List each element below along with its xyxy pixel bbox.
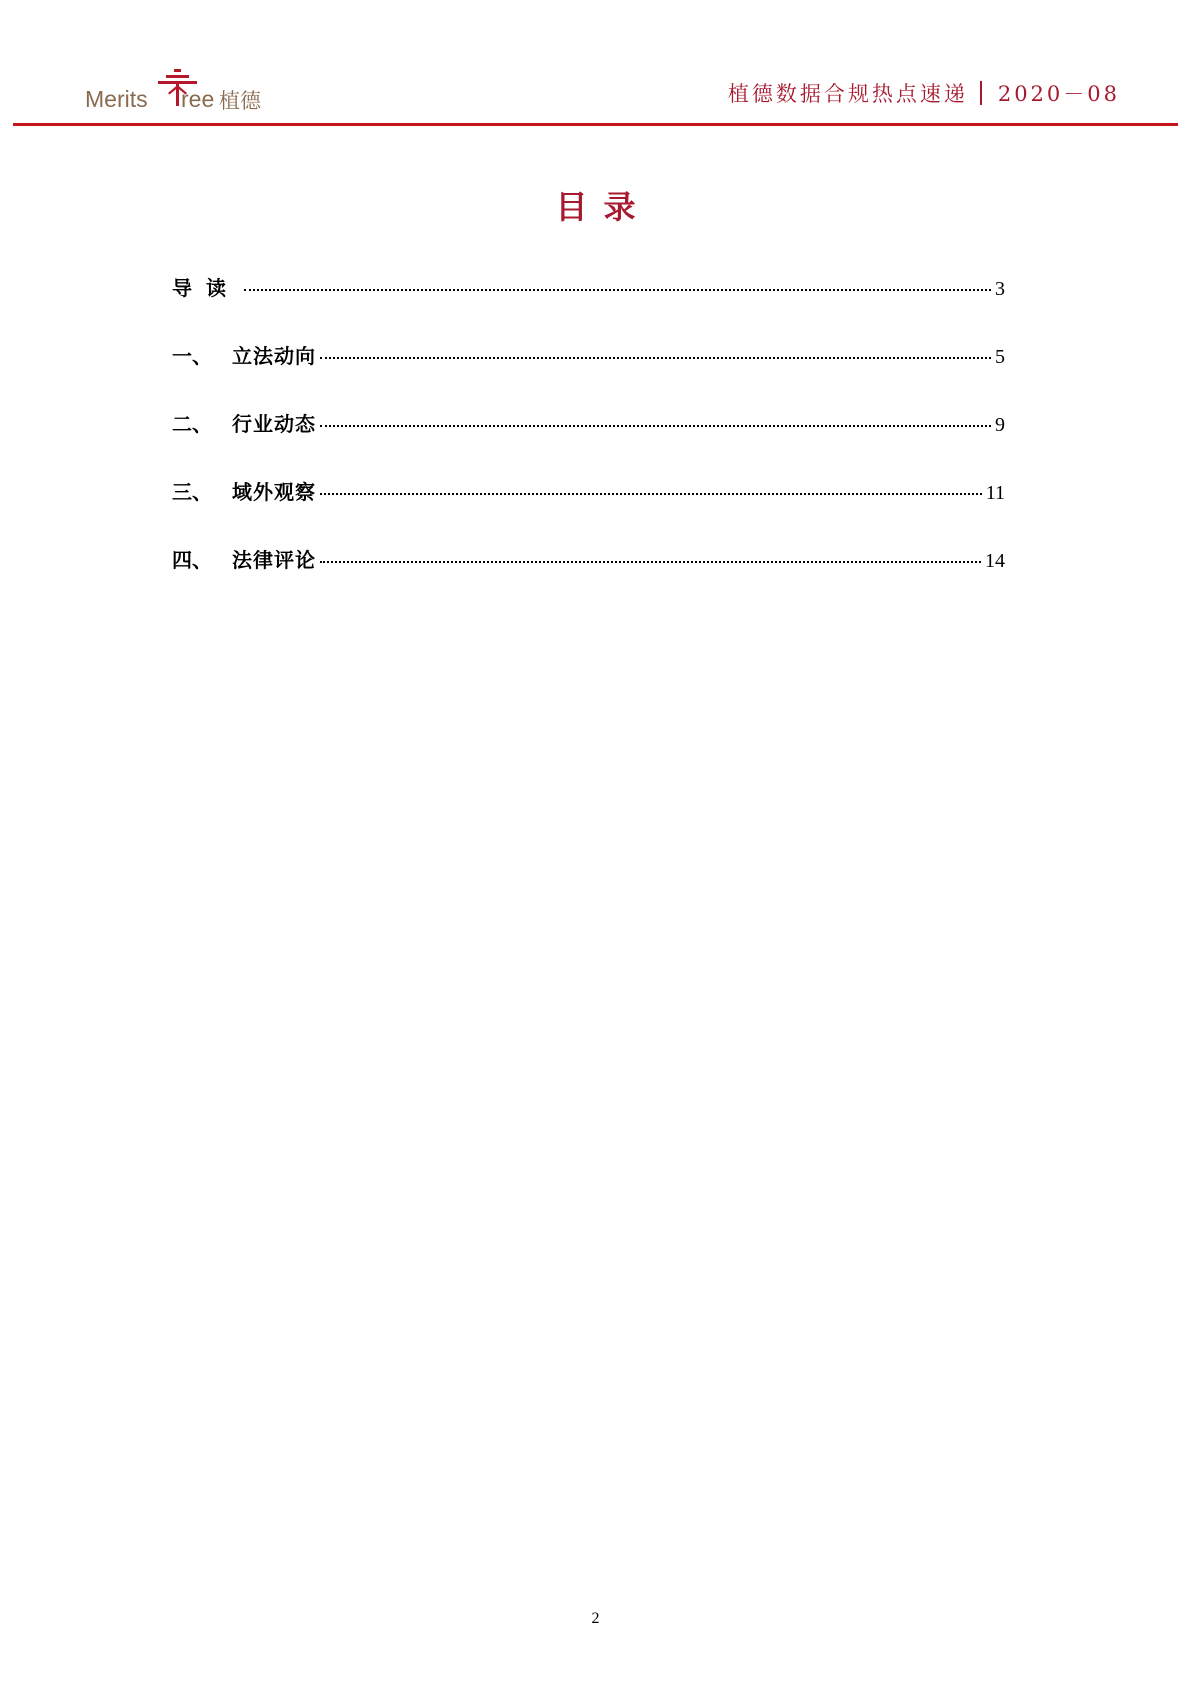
page-header <box>13 0 1178 126</box>
tree-logo-icon <box>85 66 285 122</box>
toc-entry-label: 法律评论 <box>232 548 316 572</box>
toc-title: 目录 <box>555 188 652 226</box>
title-separator <box>980 81 982 105</box>
toc-leader-dots <box>320 425 991 427</box>
toc-entry-page: 11 <box>985 482 1005 504</box>
toc-entry-legal-review[interactable] <box>172 544 1005 612</box>
header-title <box>728 78 1120 108</box>
toc-entry-label: 立法动向 <box>232 344 316 368</box>
toc-entry-number: 二、 <box>172 412 212 436</box>
report-title: 植德数据合规热点速递 <box>727 82 968 106</box>
toc-entry-legislation[interactable] <box>172 340 1005 408</box>
toc-entry-label: 导读 <box>172 276 240 300</box>
toc-entry-page: 14 <box>985 550 1005 572</box>
toc-entry-number: 一、 <box>172 344 212 368</box>
svg-text:ree: ree <box>181 86 215 112</box>
toc-entry-number: 三、 <box>172 480 212 504</box>
table-of-contents <box>172 272 1005 612</box>
toc-leader-dots <box>244 289 991 291</box>
toc-entry-overseas[interactable] <box>172 476 1005 544</box>
toc-entry-page: 9 <box>995 414 1005 436</box>
issue-date: 2020－08 <box>997 82 1120 106</box>
logo-text-cn: 植德 <box>219 89 261 113</box>
toc-entry-number: 四、 <box>172 548 212 572</box>
toc-entry-label: 行业动态 <box>232 412 316 436</box>
header-rule <box>13 123 1178 126</box>
meritstree-logo <box>85 66 285 122</box>
toc-entry-page: 3 <box>995 278 1005 300</box>
toc-leader-dots <box>320 493 982 495</box>
toc-entry-intro[interactable] <box>172 272 1005 340</box>
toc-leader-dots <box>320 561 981 563</box>
toc-entry-label: 域外观察 <box>232 480 316 504</box>
page-number: 2 <box>591 1610 600 1627</box>
toc-entry-industry[interactable] <box>172 408 1005 476</box>
toc-leader-dots <box>320 357 991 359</box>
toc-entry-page: 5 <box>995 346 1005 368</box>
logo-text-en: Merits <box>85 86 148 112</box>
